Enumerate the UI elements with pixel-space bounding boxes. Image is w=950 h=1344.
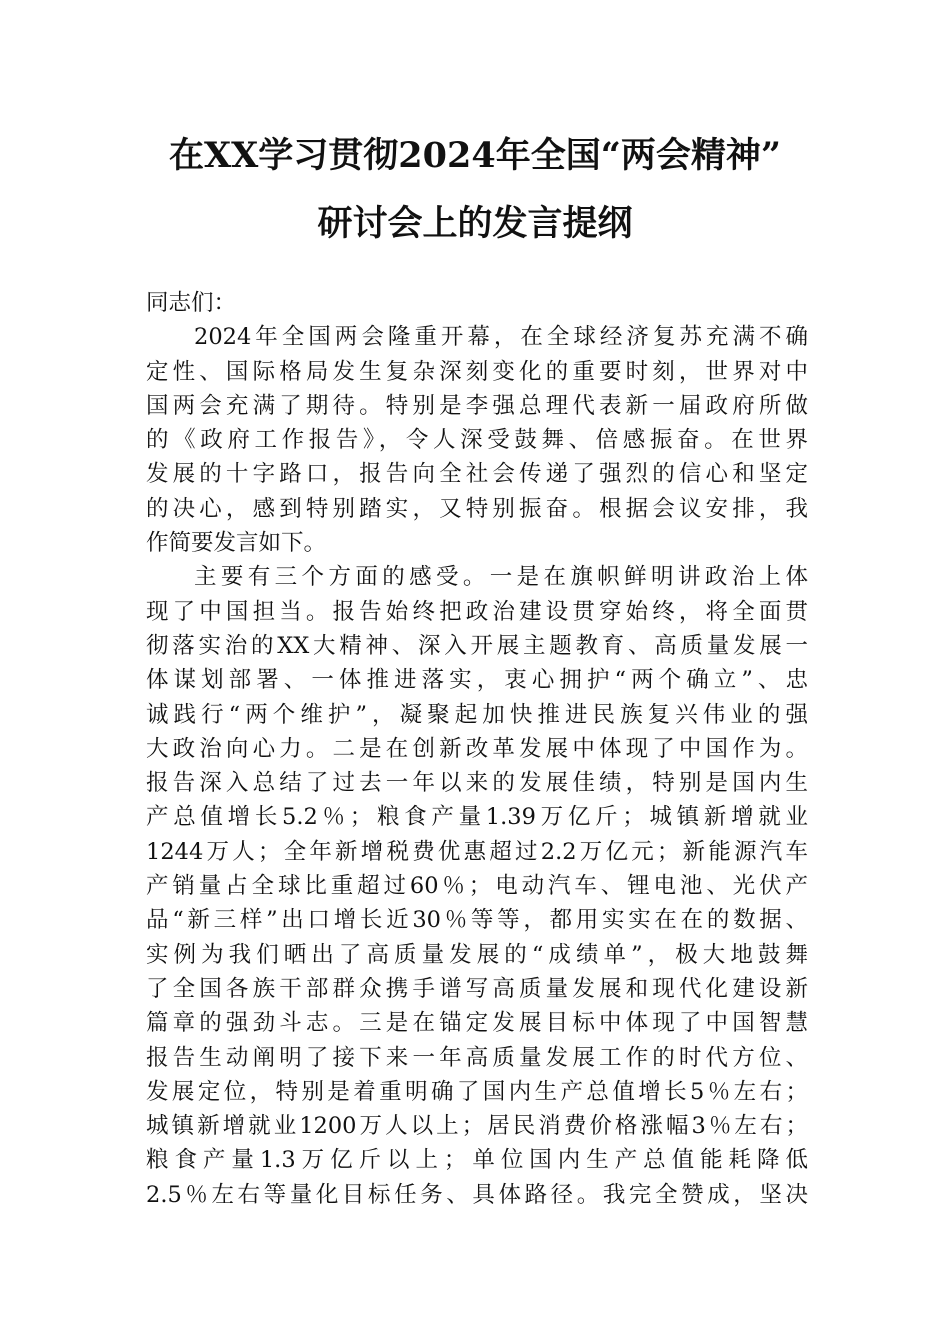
paragraph-line: 报告深入总结了过去一年以来的发展佳绩，特别是国内生 bbox=[146, 770, 808, 797]
paragraph-line: 实例为我们晒出了高质量发展的“成绩单”，极大地鼓舞 bbox=[146, 941, 808, 968]
paragraph-line: 的《政府工作报告》，令人深受鼓舞、倍感振奋。在世界 bbox=[146, 427, 808, 454]
salutation: 同志们： bbox=[146, 290, 237, 316]
paragraph-line: 现了中国担当。报告始终把政治建设贯穿始终，将全面贯 bbox=[146, 598, 808, 625]
paragraph-line: 报告生动阐明了接下来一年高质量发展工作的时代方位、 bbox=[146, 1044, 808, 1071]
paragraph-line: 国两会充满了期待。特别是李强总理代表新一届政府所做 bbox=[146, 392, 808, 419]
document-title-line-1: 在XX学习贯彻2024年全国“两会精神” bbox=[169, 135, 781, 176]
paragraph-line: 1244万人；全年新增税费优惠超过2.2万亿元；新能源汽车 bbox=[146, 838, 808, 865]
paragraph-line: 大政治向心力。二是在创新改革发展中体现了中国作为。 bbox=[146, 735, 808, 762]
paragraph-line: 发展的十字路口，报告向全社会传递了强烈的信心和坚定 bbox=[146, 461, 808, 488]
paragraph-line: 产销量占全球比重超过60％；电动汽车、锂电池、光伏产 bbox=[146, 873, 808, 900]
document-title-line-2: 研讨会上的发言提纲 bbox=[317, 203, 633, 244]
paragraph-line: 产总值增长5.2％；粮食产量1.39万亿斤；城镇新增就业 bbox=[146, 804, 808, 831]
paragraph-line: 篇章的强劲斗志。三是在锚定发展目标中体现了中国智慧 bbox=[146, 1010, 808, 1037]
paragraph-line: 发展定位，特别是着重明确了国内生产总值增长5％左右； bbox=[146, 1078, 808, 1105]
paragraph-line: 粮食产量1.3万亿斤以上；单位国内生产总值能耗降低 bbox=[146, 1147, 808, 1174]
paragraph-line: 2.5％左右等量化目标任务、具体路径。我完全赞成，坚决 bbox=[146, 1181, 808, 1208]
paragraph-line: 诚践行“两个维护”，凝聚起加快推进民族复兴伟业的强 bbox=[146, 701, 808, 728]
paragraph-line: 的决心，感到特别踏实，又特别振奋。根据会议安排，我 bbox=[146, 495, 808, 522]
paragraph-line: 定性、国际格局发生复杂深刻变化的重要时刻，世界对中 bbox=[146, 358, 808, 385]
paragraph-line: 2024年全国两会隆重开幕，在全球经济复苏充满不确 bbox=[194, 324, 808, 351]
document-body bbox=[146, 286, 808, 1212]
paragraph-line: 主要有三个方面的感受。一是在旗帜鲜明讲政治上体 bbox=[194, 564, 808, 591]
paragraph-line: 了全国各族干部群众携手谱写高质量发展和现代化建设新 bbox=[146, 975, 808, 1002]
paragraph-line: 品“新三样”出口增长近30％等等，都用实实在在的数据、 bbox=[146, 907, 808, 934]
paragraph-line: 彻落实治的XX大精神、深入开展主题教育、高质量发展一 bbox=[146, 632, 808, 659]
paragraph-line: 体谋划部署、一体推进落实，衷心拥护“两个确立”、忠 bbox=[146, 667, 808, 694]
paragraph-line: 城镇新增就业1200万人以上；居民消费价格涨幅3％左右； bbox=[146, 1113, 808, 1140]
paragraph-line: 作简要发言如下。 bbox=[146, 530, 327, 557]
